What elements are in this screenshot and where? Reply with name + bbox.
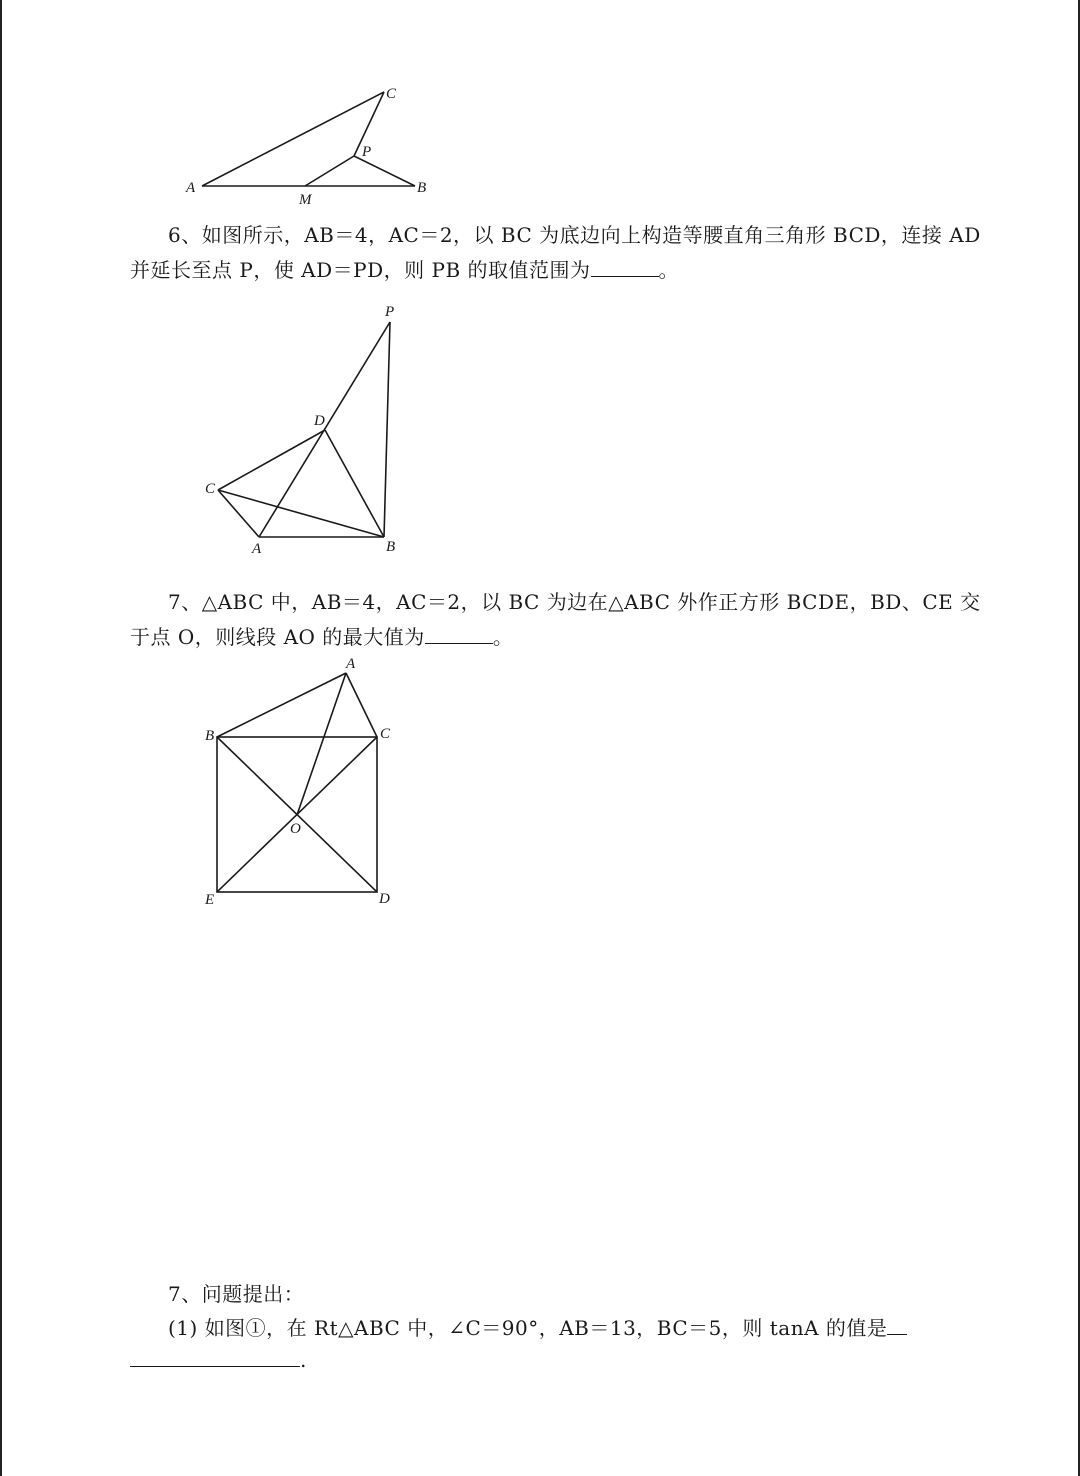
label-d: D <box>314 413 325 429</box>
label-a: A <box>252 541 262 557</box>
q6-line-2-text: 并延长至点 P，使 AD＝PD，则 PB 的取值范围为 <box>130 258 591 282</box>
label-e: E <box>205 892 215 908</box>
label-p: P <box>385 304 395 320</box>
segment-ac <box>346 673 377 737</box>
label-o: O <box>290 821 301 837</box>
q6-line-2-end: 。 <box>658 258 680 282</box>
q8-part-1-line-2 <box>130 1348 307 1372</box>
label-b: B <box>386 539 396 555</box>
q7-line-1: 7、△ABC 中，AB＝4，AC＝2，以 BC 为边在△ABC 外作正方形 BCDE，BD、CE 交 <box>168 590 981 614</box>
label-c: C <box>380 726 391 742</box>
q8-part-1-end: . <box>300 1348 307 1372</box>
label-c: C <box>205 481 216 497</box>
label-b: B <box>417 180 427 196</box>
label-a: A <box>186 180 196 196</box>
q8-part-1-text: (1) 如图①，在 Rt△ABC 中，∠C＝90°，AB＝13，BC＝5，则 tanA 的值是 <box>168 1316 888 1340</box>
label-a: A <box>346 656 356 672</box>
label-b: B <box>205 728 215 744</box>
label-d: D <box>379 891 390 907</box>
label-m: M <box>299 192 312 208</box>
label-p: P <box>362 144 372 160</box>
q7-line-2-text: 于点 O，则线段 AO 的最大值为 <box>130 625 425 649</box>
q7-line-2-end: 。 <box>492 625 514 649</box>
q6-line-1: 6、如图所示，AB＝4，AC＝2，以 BC 为底边向上构造等腰直角三角形 BCD，连接 AD <box>168 223 981 247</box>
q8-answer-blank-start <box>887 1333 907 1335</box>
q8-answer-blank <box>130 1365 300 1367</box>
q8-part-1-line-1 <box>168 1312 907 1341</box>
q8-heading: 7、问题提出： <box>168 1282 305 1306</box>
label-c: C <box>386 86 397 102</box>
